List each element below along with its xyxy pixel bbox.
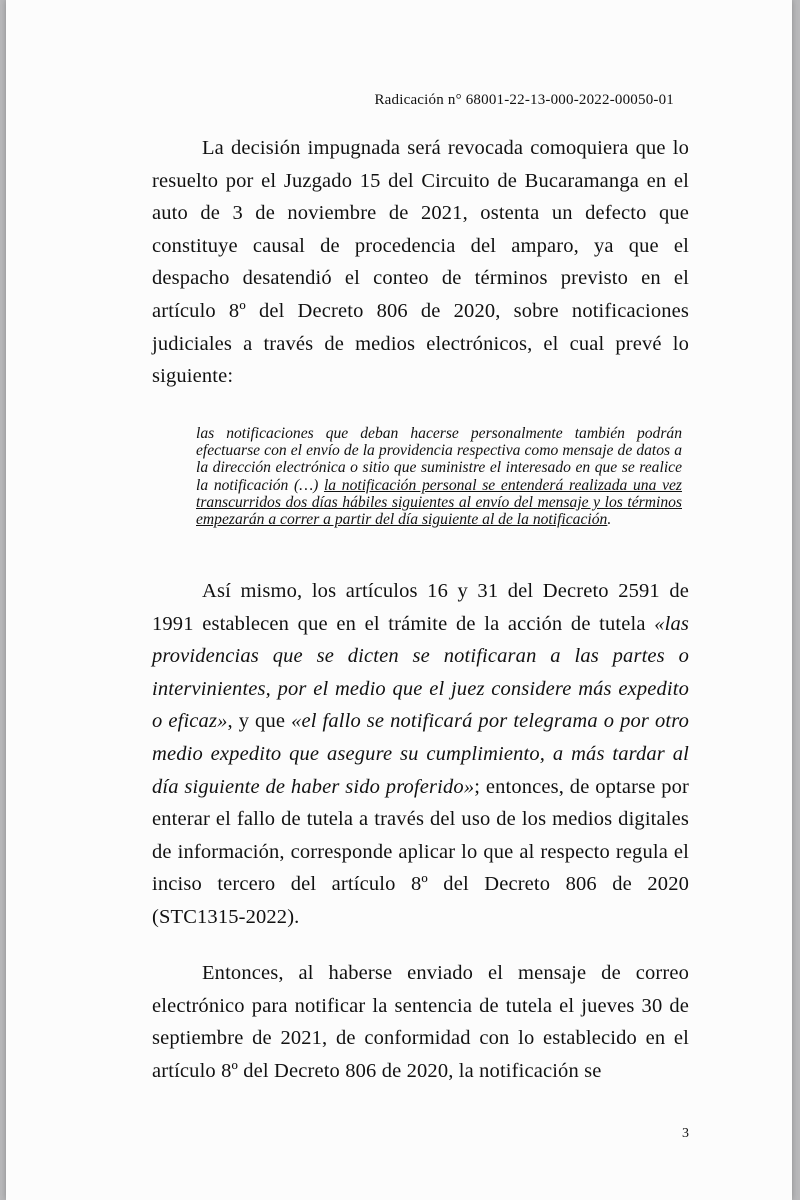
- articles-quote-2: «el fallo se notificará por telegrama o por otro medio expedito que asegure su cumplimiento, a más tardar al día siguiente de haber sido proferido»: [152, 710, 689, 798]
- block-quote-decree: [196, 425, 682, 528]
- quote-plain-text: las notificaciones que deban hacerse personalmente también podrán efectuarse con el envío de la providencia respectiva como mensaje de datos a la dirección electrónica o sitio que suministre el interesado en que se realice la notificación (…): [196, 425, 682, 494]
- articles-text-c: , y que: [227, 710, 292, 733]
- page-number: 3: [682, 1126, 689, 1141]
- quote-end-punctuation: .: [607, 511, 612, 529]
- paragraph-conclusion: [152, 957, 689, 1087]
- articles-text-a: Así mismo, los artículos 16 y 31 del Decreto 2591 de 1991 establecen que en el trámite de la acción de tutela: [152, 580, 689, 635]
- paragraph-conclusion-text: Entonces, al haberse enviado el mensaje de correo electrónico para notificar la sentencia de tutela el jueves 30 de septiembre de 2021, de conformidad con lo establecido en el artículo 8º del Decreto 806 de 2020, la notificación se: [152, 962, 689, 1082]
- document-page: [6, 0, 792, 1200]
- paragraph-articles-text: [152, 575, 689, 934]
- quote-underlined-text: la notificación personal se entenderá realizada una vez transcurridos dos días hábiles siguientes al envío del mensaje y los términos empezarán a correr a partir del día siguiente al de la notificación: [196, 476, 682, 529]
- paragraph-decision: [152, 132, 689, 393]
- case-number-header: Radicación n° 68001-22-13-000-2022-00050-01: [374, 92, 674, 108]
- articles-text-e: ; entonces, de optarse por enterar el fallo de tutela a través del uso de los medios digitales de información, corresponde aplicar lo que al respecto regula el inciso tercero del artículo 8º del Decreto 806 de 2020 (STC1315-2022).: [152, 775, 689, 928]
- paragraph-decision-text: La decisión impugnada será revocada comoquiera que lo resuelto por el Juzgado 15 del Circuito de Bucaramanga en el auto de 3 de noviembre de 2021, ostenta un defecto que constituye causal de procedencia del amparo, ya que el despacho desatendió el conteo de términos previsto en el artículo 8º del Decreto 806 de 2020, sobre notificaciones judiciales a través de medios electrónicos, el cual prevé lo siguiente:: [152, 137, 689, 388]
- articles-quote-1: «las providencias que se dicten se notificaran a las partes o intervinientes, por el medio que el juez considere más expedito o eficaz»: [152, 612, 689, 733]
- paragraph-articles: [152, 575, 689, 934]
